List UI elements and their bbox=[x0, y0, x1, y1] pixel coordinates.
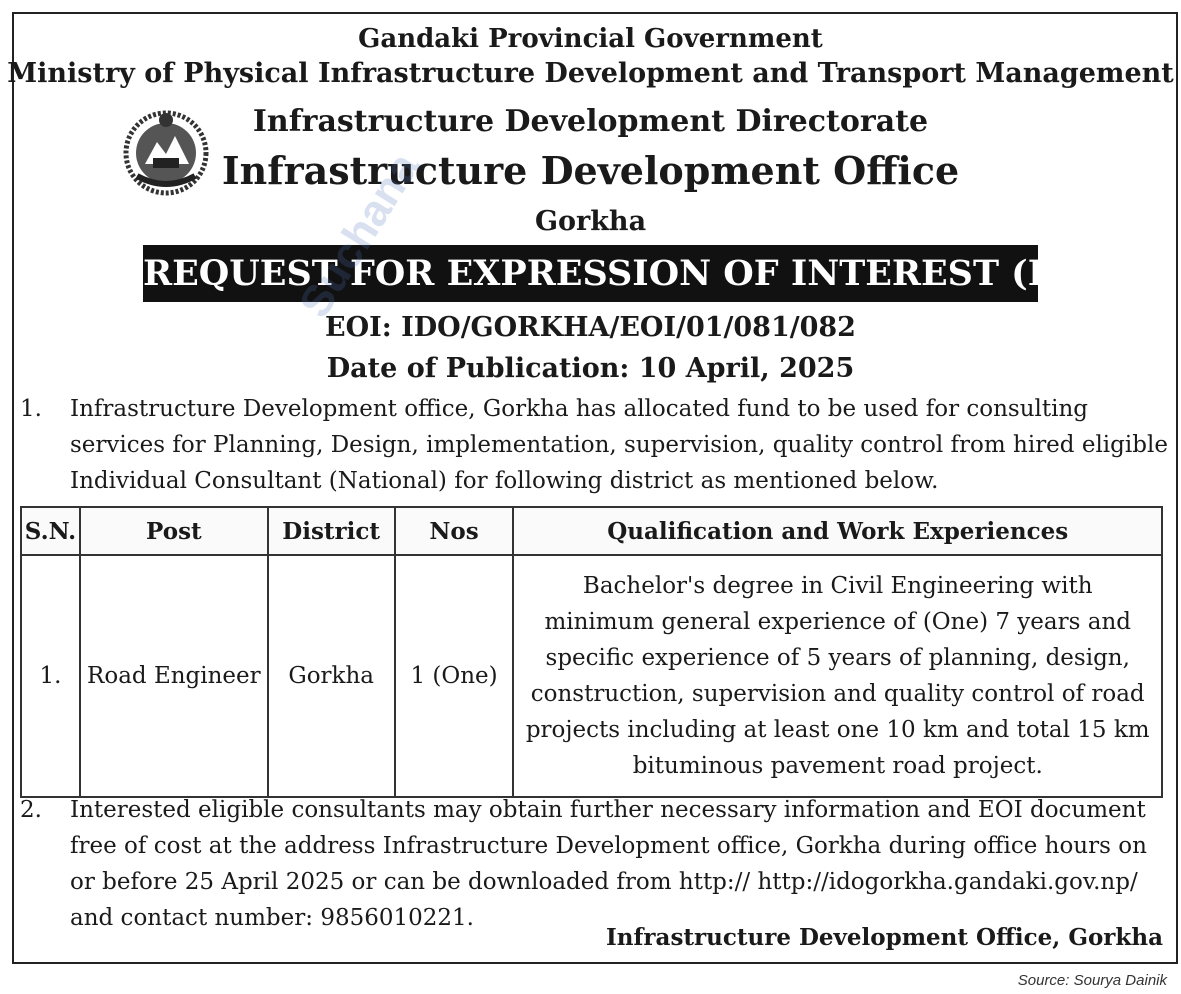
paragraph-number: 1. bbox=[20, 396, 42, 422]
paragraph-2 bbox=[18, 792, 1168, 942]
table-header-row bbox=[21, 507, 1162, 555]
paragraph-number: 2. bbox=[20, 797, 42, 823]
table-row bbox=[21, 555, 1162, 797]
eoi-number: EOI: IDO/GORKHA/EOI/01/081/082 bbox=[325, 312, 856, 343]
header-nos: Nos bbox=[395, 507, 514, 555]
cell-nos: 1 (One) bbox=[395, 555, 514, 797]
office-name: Infrastructure Development Office bbox=[221, 148, 960, 193]
directorate-name: Infrastructure Development Directorate bbox=[252, 104, 929, 139]
header-qualification: Qualification and Work Experiences bbox=[513, 507, 1162, 555]
eoi-banner: REQUEST FOR EXPRESSION OF INTEREST (EOI) bbox=[143, 245, 1038, 302]
positions-table bbox=[20, 506, 1163, 798]
paragraph-text: Interested eligible consultants may obtain further necessary information and EOI document free of cost at the address Infrastructure Development office, Gorkha during office hours on or before 25 April 2025 or can be downloaded from http:// http://idogorkha.gandaki.gov.np/ and contact number: 9856010221. bbox=[70, 797, 1147, 931]
publication-date: Date of Publication: 10 April, 2025 bbox=[326, 353, 855, 384]
cell-sn: 1. bbox=[21, 555, 80, 797]
header-sn: S.N. bbox=[21, 507, 80, 555]
header-post: Post bbox=[80, 507, 268, 555]
government-name: Gandaki Provincial Government bbox=[358, 24, 823, 54]
source-credit: Source: Sourya Dainik bbox=[1017, 972, 1167, 989]
office-location: Gorkha bbox=[534, 206, 647, 237]
paragraph-text: Infrastructure Development office, Gorkha has allocated fund to be used for consulting services for Planning, Design, implementation, supervision, quality control from hired eligible Individual Consultant (National) for following district as mentioned below. bbox=[70, 396, 1168, 494]
cell-district: Gorkha bbox=[268, 555, 395, 797]
paragraph-1 bbox=[18, 391, 1168, 501]
header-district: District bbox=[268, 507, 395, 555]
signature-office: Infrastructure Development Office, Gorkha bbox=[606, 924, 1163, 951]
watermark: Suchana bbox=[290, 144, 429, 326]
ministry-name: Ministry of Physical Infrastructure Development and Transport Management bbox=[7, 58, 1174, 89]
cell-qualification: Bachelor's degree in Civil Engineering with minimum general experience of (One) 7 years and specific experience of 5 years of planning, design, construction, supervision and quality control of road projects including at least one 10 km and total 15 km bituminous pavement road project. bbox=[513, 555, 1162, 797]
cell-post: Road Engineer bbox=[80, 555, 268, 797]
